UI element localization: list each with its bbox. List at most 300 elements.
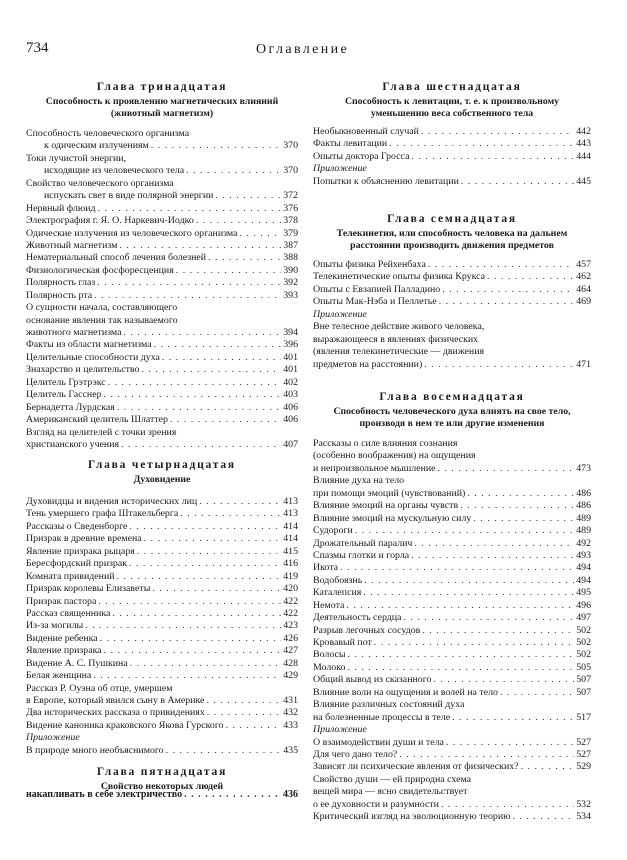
toc-entry-title: Каталепсия (313, 587, 362, 599)
toc-entry-title: Призрак в древние времена (26, 533, 142, 545)
dot-leader (123, 327, 281, 339)
toc-entry-page: 370 (283, 140, 298, 152)
dot-leader (414, 538, 574, 550)
toc-entry[interactable] (26, 608, 298, 620)
toc-entry[interactable] (313, 176, 591, 188)
toc-entry[interactable] (313, 687, 591, 699)
toc-entry-title: Зависят ли психические явления от физических? (313, 761, 519, 773)
dot-leader (452, 712, 574, 724)
toc-entry-page: 419 (283, 570, 298, 582)
appendix-label (26, 732, 298, 744)
chapter-14 (26, 458, 298, 756)
toc-entry[interactable] (26, 228, 298, 240)
chapter-subtitle: уменьшению веса собственного тела (370, 108, 534, 120)
toc-entry-title: Призрак пастора (26, 595, 97, 607)
toc-entry-title: Из-за могилы (26, 620, 84, 632)
toc-entry-title: Опыты физика Рейхенбаха (313, 259, 426, 270)
toc-entry[interactable] (26, 277, 298, 289)
toc-entry[interactable] (26, 558, 298, 570)
dot-leader (363, 587, 574, 599)
toc-entry-page: 394 (283, 327, 298, 338)
chapter-13 (26, 80, 298, 450)
toc-entry-page: 532 (576, 798, 591, 810)
toc-entry-page: 492 (576, 537, 591, 549)
toc-entry[interactable] (313, 587, 591, 599)
toc-entry[interactable] (313, 612, 591, 624)
toc-entry-title: Влияние воли на ощущения и волей на тело (313, 686, 498, 698)
dot-leader (500, 687, 574, 699)
toc-entry (26, 315, 298, 327)
toc-entry-title: Вне телесное действие живого человека, (313, 321, 485, 333)
appendix-label (313, 309, 591, 321)
toc-entry-list (26, 496, 298, 757)
toc-entry[interactable] (26, 583, 298, 595)
appendix-label (313, 163, 591, 175)
dot-leader (428, 259, 574, 271)
toc-entry-title: Физиологическая фосфоресценция (26, 264, 174, 276)
toc-entry[interactable] (26, 352, 298, 364)
toc-entry[interactable] (313, 575, 591, 587)
toc-entry-page: 403 (283, 389, 298, 401)
toc-entry-list (313, 259, 591, 371)
toc-entry-page: 442 (576, 126, 591, 137)
toc-entry[interactable] (313, 600, 591, 612)
toc-entry[interactable] (26, 533, 298, 545)
dot-leader (166, 745, 282, 757)
toc-entry[interactable] (26, 620, 298, 632)
toc-entry[interactable] (26, 645, 298, 657)
toc-entry[interactable] (313, 513, 591, 525)
toc-entry[interactable] (313, 538, 591, 550)
toc-entry-title: Телекинетические опыты физика Крукса (313, 271, 486, 283)
chapter-subtitle: Способность к левитации, т. е. к произвольному (344, 96, 560, 107)
toc-entry-title: Необыкновенный случай (313, 126, 419, 137)
toc-entry-title: Влияние различных состояний духа (313, 699, 465, 711)
dot-leader (97, 277, 281, 289)
toc-entry[interactable] (313, 271, 591, 283)
toc-entry-page: 495 (576, 587, 591, 599)
chapter-16 (313, 80, 591, 187)
toc-entry-title: Полярность глаз (26, 277, 96, 289)
chapter-heading: Глава шестнадцатая (382, 81, 522, 93)
toc-entry-title: испускать свет в виде полярной энергии (44, 190, 214, 202)
dot-leader (130, 658, 281, 670)
toc-entry (26, 128, 298, 140)
toc-entry[interactable] (26, 190, 298, 202)
toc-entry-list (313, 438, 591, 824)
dot-leader (467, 488, 574, 500)
toc-entry-page: 415 (283, 545, 298, 557)
toc-entry[interactable] (26, 215, 298, 227)
toc-entry-title: Судороги (313, 525, 353, 537)
toc-entry (26, 427, 298, 439)
page-number: 734 (26, 40, 49, 56)
toc-entry[interactable] (313, 649, 591, 661)
toc-entry-page: 416 (283, 558, 298, 570)
toc-entry (313, 786, 591, 798)
dot-leader (226, 720, 282, 732)
toc-entry[interactable] (26, 402, 298, 414)
toc-entry-title: Дрожательный паралич (313, 537, 413, 549)
toc-entry-title: Взгляд на целителей с точки зрения (26, 426, 177, 438)
dot-leader (94, 290, 281, 302)
toc-entry[interactable] (313, 463, 591, 475)
toc-entry (26, 683, 298, 695)
toc-entry-title: Спазмы глотки и горла (313, 549, 410, 561)
toc-entry-title: Одические излучения из человеческого организма (26, 227, 238, 239)
toc-entry[interactable] (26, 377, 298, 389)
toc-entry-title: Духовидцы и видения исторических лиц (26, 496, 198, 507)
toc-entry-page: 428 (283, 657, 298, 669)
dot-leader (100, 633, 282, 645)
dot-leader (460, 500, 574, 512)
dot-leader (438, 463, 575, 475)
toc-entry[interactable] (313, 761, 591, 773)
toc-entry-title: предметов на расстоянии) (313, 358, 423, 370)
toc-entry-title: Свойство души — ей природна схема (313, 773, 472, 785)
toc-entry-page: 370 (283, 165, 298, 177)
toc-entry-page: 502 (576, 624, 591, 636)
dot-leader (104, 645, 282, 657)
toc-entry-title: в Европе, который явился сыну в Америке (26, 695, 205, 706)
toc-entry (26, 178, 298, 190)
toc-entry (26, 153, 298, 165)
toc-entry-page: 486 (576, 500, 591, 512)
toc-entry-title: (особенно воображения) на ощущения (313, 450, 476, 462)
dot-leader (206, 695, 281, 707)
toc-entry-title: Видение ребенка (26, 632, 98, 644)
dot-leader (117, 571, 282, 583)
toc-entry-title: Явление призрака (26, 645, 102, 657)
toc-entry-title: животного магнетизма (26, 327, 122, 338)
toc-entry[interactable] (313, 674, 591, 686)
toc-entry-title: Немота (313, 599, 345, 611)
toc-entry-title: Комната привидений (26, 570, 115, 582)
toc-entry-list (313, 126, 591, 188)
toc-entry[interactable] (313, 637, 591, 649)
dot-leader (85, 620, 281, 632)
toc-entry-page: 527 (576, 748, 591, 760)
toc-entry[interactable] (26, 658, 298, 670)
chapter-heading: Глава пятнадцатая (96, 766, 228, 778)
toc-entry[interactable] (26, 203, 298, 215)
toc-entry-page: 489 (576, 525, 591, 537)
toc-entry[interactable] (26, 521, 298, 533)
dot-leader (412, 151, 575, 163)
dot-leader (411, 550, 574, 562)
toc-entry-title: Икота (313, 562, 339, 574)
toc-entry[interactable] (26, 140, 298, 152)
toc-entry[interactable] (26, 496, 298, 508)
toc-entry[interactable] (313, 488, 591, 500)
toc-entry-title: Полярность рта (26, 289, 93, 301)
toc-entry-page: 457 (576, 259, 591, 270)
toc-entry-title: О взаимодействии души и тела (313, 736, 444, 748)
toc-entry-page: 392 (283, 277, 298, 289)
dot-leader (129, 558, 281, 570)
toc-entry-title: Электрография г. Я. О. Наркевич-Иодко (26, 215, 194, 227)
toc-entry-page: 502 (576, 637, 591, 648)
toc-entry-title: исходящие из человеческого тела (44, 165, 185, 177)
dot-leader (461, 176, 574, 188)
toc-entry-title: выражающееся в явлениях физических (313, 333, 479, 345)
toc-entry-page: 431 (283, 695, 298, 706)
toc-entry-title: Способность человеческого организма (26, 128, 190, 139)
toc-entry (313, 774, 591, 786)
toc-entry-title: Приложение (313, 724, 367, 736)
toc-entry[interactable] (26, 165, 298, 177)
toc-entry[interactable] (26, 789, 298, 801)
toc-entry (313, 475, 591, 487)
dot-leader (340, 562, 574, 574)
appendix-label (313, 724, 591, 736)
dot-leader (196, 215, 281, 227)
toc-entry[interactable] (313, 737, 591, 749)
toc-entry-page: 502 (576, 649, 591, 661)
toc-entry[interactable] (313, 550, 591, 562)
toc-entry[interactable] (313, 259, 591, 271)
toc-entry-title: и непроизвольное мышление (313, 462, 436, 474)
dot-leader (374, 637, 574, 649)
toc-entry[interactable] (313, 749, 591, 761)
toc-entry-title: Американский целитель Шлаттер (26, 414, 168, 426)
toc-entry[interactable] (26, 707, 298, 719)
toc-entry-page: 426 (283, 632, 298, 644)
toc-entry-page: 507 (576, 674, 591, 686)
chapter-subtitle: производя в нем те или другие изменения (359, 418, 545, 430)
dot-leader (239, 228, 281, 240)
toc-entry-title: Влияние эмоций на органы чувств (313, 500, 459, 512)
toc-entry (313, 699, 591, 711)
toc-entry-title: христианского учения (26, 438, 120, 450)
toc-entry-page: 402 (283, 376, 298, 388)
toc-entry-page: 494 (576, 562, 591, 574)
dot-leader (180, 508, 281, 520)
chapter-subtitle: Способность к проявлению магнетических влияний (45, 96, 279, 107)
dot-leader (98, 596, 281, 608)
chapter-subtitle: (животный магнетизм) (110, 108, 214, 120)
chapter-heading: Глава четырнадцатая (88, 459, 236, 471)
toc-entry-title: Деятельность сердца (313, 612, 402, 624)
toc-entry-title: основание явления так называемого (26, 314, 178, 326)
toc-entry[interactable] (26, 414, 298, 426)
toc-entry-title: Кровавый пот (313, 637, 372, 648)
dot-leader (207, 707, 281, 719)
toc-entry-title: Разрыв легочных сосудов (313, 624, 421, 636)
toc-entry-title: Опыты с Евзапией Палладино (313, 283, 441, 295)
dot-leader (441, 799, 574, 811)
toc-entry-title: Молоко (313, 661, 346, 673)
toc-entry-page: 444 (576, 150, 591, 162)
dot-leader (152, 583, 281, 595)
toc-entry[interactable] (26, 364, 298, 376)
toc-entry[interactable] (313, 811, 591, 823)
toc-entry[interactable] (313, 359, 591, 371)
toc-entry-page: 401 (283, 364, 298, 376)
toc-entry[interactable] (313, 500, 591, 512)
toc-entry-page: 436 (283, 789, 298, 800)
toc-entry-title: Знахарство и целительство (26, 364, 140, 376)
toc-entry-list (26, 128, 298, 451)
toc-entry[interactable] (313, 151, 591, 163)
toc-entry-page: 462 (576, 271, 591, 283)
toc-entry-page: 473 (576, 462, 591, 474)
dot-leader (141, 364, 281, 376)
toc-entry[interactable] (26, 670, 298, 682)
toc-entry-title: Волосы (313, 649, 346, 661)
dot-leader (399, 749, 574, 761)
dot-leader (446, 737, 574, 749)
toc-entry[interactable] (26, 252, 298, 264)
chapter-15 (26, 765, 298, 800)
toc-entry[interactable] (26, 290, 298, 302)
toc-entry-page: 527 (576, 736, 591, 748)
dot-leader (439, 296, 575, 308)
toc-entry-title: Рассказы о Сведенборге (26, 520, 128, 532)
toc-entry[interactable] (26, 546, 298, 558)
toc-entry-title: Два исторических рассказа о привидениях (26, 707, 205, 719)
toc-entry-page: 471 (576, 358, 591, 370)
dot-leader (512, 811, 574, 823)
toc-entry-page: 505 (576, 661, 591, 673)
toc-entry-page: 464 (576, 283, 591, 295)
dot-leader (129, 521, 281, 533)
toc-entry-title: Рассказ Р. Оуэна об отце, умершем (26, 682, 173, 694)
toc-entry[interactable] (313, 562, 591, 574)
toc-entry-title: вещей мира — ясно свидетельствует (313, 786, 468, 798)
toc-entry[interactable] (26, 389, 298, 401)
toc-entry-page: 372 (283, 190, 298, 202)
toc-entry-title: Факты левитации (313, 138, 388, 150)
dot-leader (346, 600, 574, 612)
toc-entry[interactable] (26, 339, 298, 351)
dot-leader (137, 546, 281, 558)
dot-leader (442, 284, 574, 296)
dot-leader (162, 352, 281, 364)
toc-entry-title: Свойство человеческого организма (26, 177, 174, 189)
dot-leader (108, 377, 282, 389)
toc-entry-page: 423 (283, 620, 298, 632)
toc-entry-page: 387 (283, 239, 298, 251)
dot-leader (364, 575, 574, 587)
dot-leader (170, 414, 281, 426)
toc-entry[interactable] (26, 508, 298, 520)
dot-leader (144, 533, 282, 545)
toc-entry-title: Целитель Грэтрэкс (26, 376, 106, 388)
toc-entry[interactable] (313, 296, 591, 308)
toc-entry (313, 450, 591, 462)
toc-entry-title: Водобоязнь (313, 574, 363, 586)
toc-entry-page: 393 (283, 289, 298, 301)
toc-entry-title: к одическим излучениям (44, 140, 149, 152)
toc-entry-page: 445 (576, 175, 591, 187)
toc-entry-page: 529 (576, 761, 591, 773)
toc-entry-page: 406 (283, 401, 298, 413)
dot-leader (389, 138, 574, 150)
toc-entry-page: 420 (283, 583, 298, 595)
toc-entry-title: Общий вывод из сказанного (313, 674, 432, 686)
dot-leader (215, 190, 281, 202)
toc-entry[interactable] (26, 571, 298, 583)
toc-entry-title: Приложение (313, 163, 367, 175)
toc-entry[interactable] (26, 695, 298, 707)
toc-entry-title: Опыты Мак-Нэба и Пеллетье (313, 296, 437, 308)
toc-entry-page: 407 (283, 438, 298, 450)
toc-entry-page: 517 (576, 711, 591, 723)
toc-entry-page: 427 (283, 645, 298, 657)
toc-entry-page: 414 (283, 520, 298, 532)
toc-entry[interactable] (26, 439, 298, 451)
toc-entry[interactable] (313, 712, 591, 724)
toc-entry[interactable] (313, 799, 591, 811)
toc-entry[interactable] (313, 625, 591, 637)
dot-leader (433, 674, 574, 686)
toc-entry-title: на болезненные процессы в теле (313, 711, 451, 723)
toc-entry[interactable] (313, 138, 591, 150)
toc-entry (26, 302, 298, 314)
toc-entry-title: Влияние эмоций на мускульную силу (313, 512, 472, 524)
toc-entry-page: 507 (576, 686, 591, 698)
toc-entry-list (26, 789, 298, 801)
toc-entry (313, 438, 591, 450)
chapter-heading: Глава восемнадцатая (379, 391, 525, 403)
toc-entry[interactable] (26, 720, 298, 732)
toc-entry[interactable] (26, 596, 298, 608)
toc-entry[interactable] (26, 265, 298, 277)
toc-entry-title: Нервный флюид (26, 202, 96, 214)
toc-entry (313, 321, 591, 333)
chapter-subtitle: Свойство некоторых людей (100, 781, 224, 792)
chapter-18 (313, 390, 591, 823)
dot-leader (119, 240, 281, 252)
toc-entry[interactable] (26, 633, 298, 645)
toc-entry[interactable] (313, 662, 591, 674)
toc-entry-title: О сущности начала, составляющего (26, 302, 178, 314)
dot-leader (355, 525, 574, 537)
toc-entry-title: Животный магнетизм (26, 239, 118, 251)
dot-leader (121, 439, 281, 451)
toc-entry[interactable] (313, 525, 591, 537)
toc-entry-title: Для чего дано тело? (313, 748, 398, 760)
toc-entry[interactable] (313, 126, 591, 138)
toc-entry-page: 379 (283, 227, 298, 239)
toc-entry[interactable] (26, 240, 298, 252)
toc-entry-page: 469 (576, 296, 591, 308)
dot-leader (176, 265, 281, 277)
dot-leader (347, 662, 574, 674)
toc-entry[interactable] (26, 745, 298, 757)
toc-entry-title: Целитель Гасснер (26, 389, 102, 401)
toc-entry-page: 494 (576, 574, 591, 586)
toc-entry-title: В природе много необъяснимого (26, 744, 164, 756)
toc-entry-page: 396 (283, 339, 298, 351)
toc-entry-page: 493 (576, 549, 591, 561)
toc-entry (313, 346, 591, 358)
toc-entry-page: 422 (283, 607, 298, 619)
toc-entry-page: 534 (576, 811, 591, 823)
toc-entry-title: Тень умершего графа Штакельберга (26, 508, 179, 520)
toc-entry-title: Бересфордский призрак (26, 558, 128, 570)
dot-leader (199, 496, 281, 508)
dot-leader (487, 271, 574, 283)
toc-entry-page: 388 (283, 252, 298, 264)
toc-entry-title: Видение А. С. Пушкина (26, 657, 128, 669)
toc-entry[interactable] (313, 284, 591, 296)
toc-entry-page: 496 (576, 599, 591, 611)
toc-entry[interactable] (26, 327, 298, 339)
toc-entry-title: Попытки к объяснению левитации (313, 175, 459, 187)
dot-leader (186, 165, 281, 177)
